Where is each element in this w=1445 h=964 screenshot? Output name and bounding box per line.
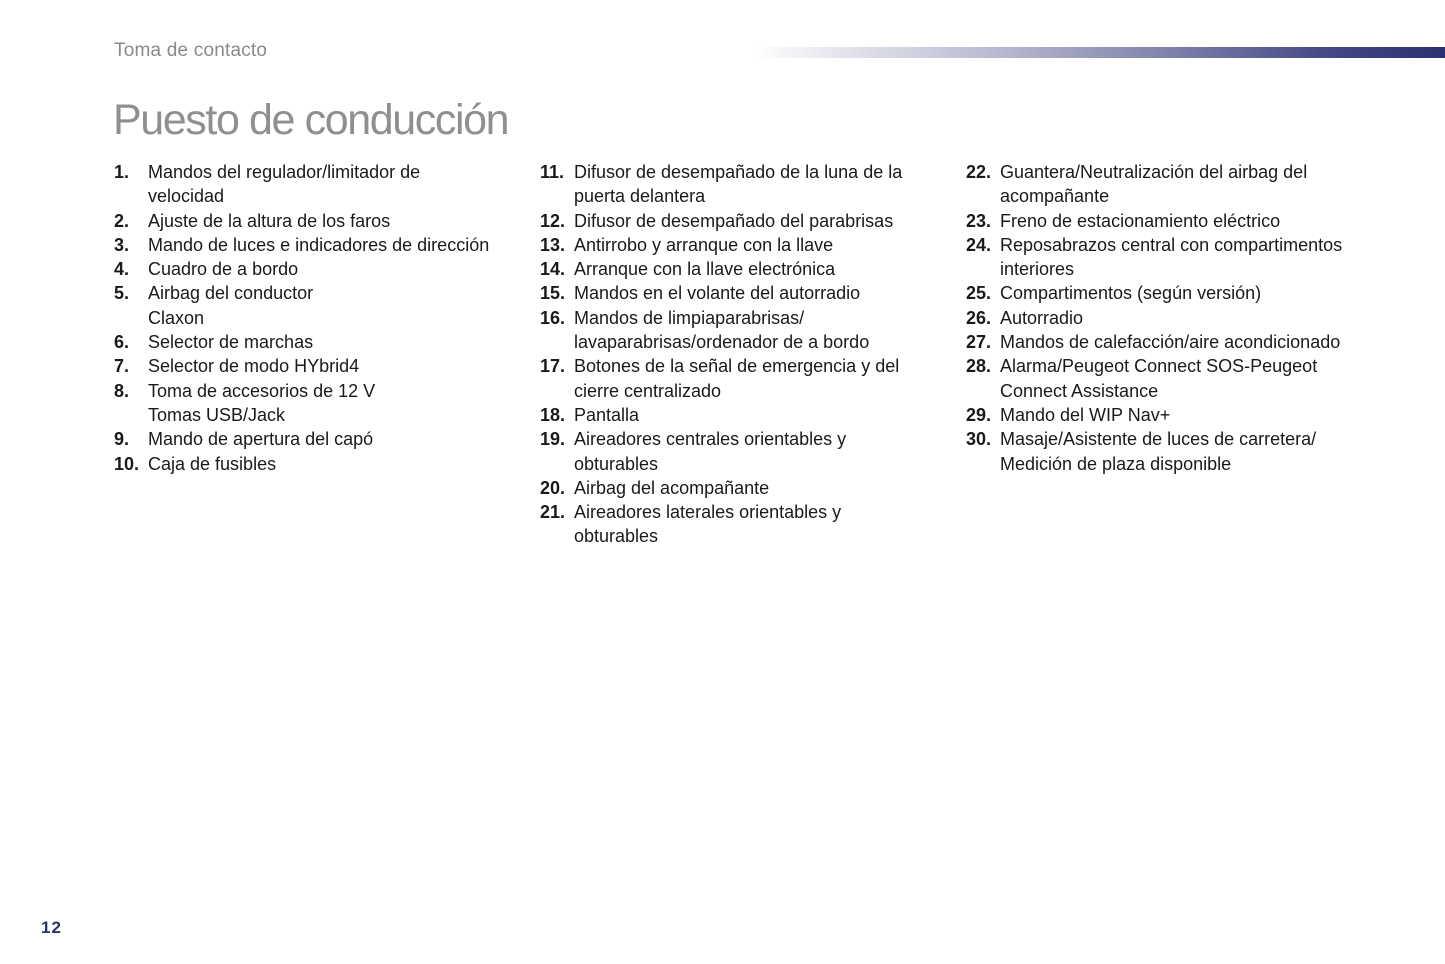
legend-item-text <box>148 233 514 257</box>
legend-item <box>540 306 940 355</box>
legend-item-line: puerta delantera <box>574 186 706 207</box>
page-number: 12 <box>41 918 62 937</box>
legend-item-line: Alarma/Peugeot Connect SOS-Peugeot <box>1000 356 1318 377</box>
legend-item-line: Caja de fusibles <box>148 453 277 474</box>
legend-item-line: obturables <box>574 526 659 547</box>
legend-item-text <box>1000 330 1386 354</box>
legend-item-text <box>1000 209 1386 233</box>
legend-item-line: Aireadores laterales orientables y <box>574 502 842 523</box>
legend-item <box>114 452 514 476</box>
legend-item-text <box>148 427 514 451</box>
page-title: Puesto de conducción <box>113 96 509 144</box>
legend-item-line: Masaje/Asistente de luces de carretera/ <box>1000 429 1317 450</box>
legend-item-number: 6. <box>114 332 130 353</box>
legend-item-number: 4. <box>114 259 130 280</box>
legend-item-number: 18. <box>540 404 566 425</box>
legend-item <box>540 257 940 281</box>
legend-item-line: Airbag del conductor <box>148 283 314 304</box>
legend-item <box>114 257 514 281</box>
legend-item-line: Selector de modo HYbrid4 <box>148 356 360 377</box>
legend-item <box>540 160 940 209</box>
legend-item-line: Botones de la señal de emergencia y del <box>574 356 900 377</box>
legend-item <box>540 233 940 257</box>
legend-item-line: Guantera/Neutralización del airbag del <box>1000 162 1308 182</box>
legend-item-text <box>1000 306 1386 330</box>
legend-item <box>540 209 940 233</box>
legend-item-line: interiores <box>1000 259 1075 280</box>
legend-item-number: 29. <box>966 404 992 425</box>
legend-item-number: 25. <box>966 283 992 304</box>
legend-item-text <box>574 257 940 281</box>
legend-item <box>540 476 940 500</box>
legend-item-text <box>148 330 514 354</box>
legend-item-number: 19. <box>540 429 566 450</box>
legend-item <box>114 233 514 257</box>
legend-item-line: Compartimentos (según versión) <box>1000 283 1262 304</box>
legend-item <box>966 281 1386 305</box>
legend-item-number: 17. <box>540 356 566 377</box>
header-gradient-bar <box>752 47 1445 58</box>
legend-item-number: 2. <box>114 210 130 231</box>
legend-item <box>540 281 940 305</box>
legend-item-text <box>574 160 940 209</box>
legend-item <box>114 160 514 209</box>
legend-item-line: Reposabrazos central con compartimentos <box>1000 234 1343 255</box>
legend-item-line: Mando de apertura del capó <box>148 429 374 450</box>
legend-item-number: 1. <box>114 162 130 182</box>
legend-item-line: Difusor de desempañado del parabrisas <box>574 210 894 231</box>
legend-item-line: Tomas USB/Jack <box>148 404 286 425</box>
legend-item-text <box>574 209 940 233</box>
legend-item <box>966 354 1386 403</box>
legend-item <box>540 403 940 427</box>
legend-item-number: 12. <box>540 210 566 231</box>
legend-item-line: obturables <box>574 453 659 474</box>
legend-item-number: 21. <box>540 502 566 523</box>
legend-item-number: 11. <box>540 162 565 182</box>
legend-item <box>966 209 1386 233</box>
legend-item-number: 10. <box>114 453 140 474</box>
legend-item <box>966 306 1386 330</box>
legend-item-number: 30. <box>966 429 992 450</box>
legend-item-text <box>148 354 514 378</box>
legend-item-number: 3. <box>114 234 130 255</box>
legend-item <box>966 403 1386 427</box>
legend-item-text <box>148 257 514 281</box>
legend-column-1 <box>114 160 514 476</box>
legend-column-2 <box>540 160 940 549</box>
legend-item <box>114 281 514 330</box>
legend-item-text <box>1000 354 1386 403</box>
legend-item <box>114 354 514 378</box>
legend-item-line: Medición de plaza disponible <box>1000 453 1232 474</box>
legend-item-line: Antirrobo y arranque con la llave <box>574 234 834 255</box>
legend-item-line: Claxon <box>148 307 205 328</box>
legend-item-number: 24. <box>966 234 992 255</box>
legend-item-line: Mando de luces e indicadores de dirección <box>148 234 490 255</box>
legend-item-line: Mando del WIP Nav+ <box>1000 404 1171 425</box>
legend-item-line: Ajuste de la altura de los faros <box>148 210 391 231</box>
legend-item-number: 15. <box>540 283 566 304</box>
legend-item-line: velocidad <box>148 186 225 207</box>
legend-item-text <box>574 500 940 549</box>
legend-item <box>114 209 514 233</box>
legend-item-number: 27. <box>966 332 992 353</box>
legend-item <box>540 500 940 549</box>
legend-item <box>114 427 514 451</box>
legend-item <box>540 427 940 476</box>
legend-item-line: Mandos en el volante del autorradio <box>574 283 861 304</box>
legend-item-text <box>148 281 514 330</box>
legend-item-line: Selector de marchas <box>148 332 314 353</box>
legend-item <box>966 233 1386 282</box>
legend-item-text <box>1000 427 1386 476</box>
legend-item-text <box>1000 160 1386 209</box>
legend-item-number: 28. <box>966 356 992 377</box>
legend-item-line: Mandos de limpiaparabrisas/ <box>574 307 805 328</box>
legend-item-line: Difusor de desempañado de la luna de la <box>574 162 903 182</box>
legend-item-line: Cuadro de a bordo <box>148 259 299 280</box>
legend-item-line: Connect Assistance <box>1000 380 1159 401</box>
legend-item-text <box>148 379 514 428</box>
legend-item <box>114 379 514 428</box>
legend-item-line: Aireadores centrales orientables y <box>574 429 847 450</box>
legend-item-line: Toma de accesorios de 12 V <box>148 380 376 401</box>
legend-item-line: Mandos del regulador/limitador de <box>148 162 421 182</box>
legend-item-line: Freno de estacionamiento eléctrico <box>1000 210 1281 231</box>
legend-item-text <box>574 403 940 427</box>
legend-item-number: 23. <box>966 210 992 231</box>
legend-item-text <box>574 306 940 355</box>
legend-item-text <box>574 427 940 476</box>
legend-item-line: Autorradio <box>1000 307 1084 328</box>
section-label: Toma de contacto <box>114 40 268 61</box>
legend-item-line: Arranque con la llave electrónica <box>574 259 836 280</box>
legend-item-line: Airbag del acompañante <box>574 477 770 498</box>
legend-item-number: 14. <box>540 259 566 280</box>
legend-item-line: cierre centralizado <box>574 380 722 401</box>
legend-item-line: Pantalla <box>574 404 640 425</box>
legend-item-text <box>148 452 514 476</box>
legend-item-text <box>574 476 940 500</box>
legend-item-line: Mandos de calefacción/aire acondicionado <box>1000 332 1341 353</box>
legend-item-number: 9. <box>114 429 130 450</box>
legend-item <box>114 330 514 354</box>
legend-item-text <box>1000 281 1386 305</box>
legend-item-text <box>1000 403 1386 427</box>
legend-item-text <box>148 209 514 233</box>
legend-column-3 <box>966 160 1386 476</box>
legend-item-text <box>1000 233 1386 282</box>
legend-item-text <box>574 281 940 305</box>
legend-item-number: 26. <box>966 307 992 328</box>
legend-item-number: 8. <box>114 380 130 401</box>
legend-item-line: lavaparabrisas/ordenador de a bordo <box>574 332 870 353</box>
legend-item-text <box>574 233 940 257</box>
legend-item <box>966 427 1386 476</box>
legend-item-text <box>574 354 940 403</box>
legend-item <box>966 160 1386 209</box>
legend-item-number: 22. <box>966 162 992 182</box>
legend-item <box>540 354 940 403</box>
legend-item-number: 5. <box>114 283 130 304</box>
legend-item-number: 13. <box>540 234 566 255</box>
legend-item-number: 7. <box>114 356 130 377</box>
legend-item-text <box>148 160 514 209</box>
legend-item-number: 20. <box>540 477 566 498</box>
legend-item-line: acompañante <box>1000 186 1110 207</box>
legend-item-number: 16. <box>540 307 566 328</box>
legend-item <box>966 330 1386 354</box>
